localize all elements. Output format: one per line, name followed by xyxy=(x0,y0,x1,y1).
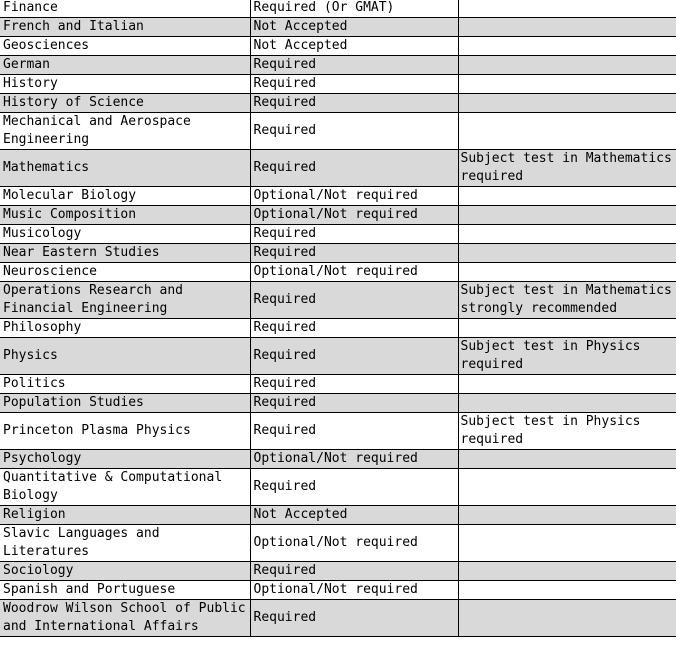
gre-cell: Required xyxy=(250,150,458,187)
gre-cell: Required xyxy=(250,75,458,94)
gre-cell: Optional/Not required xyxy=(250,263,458,282)
gre-cell: Required xyxy=(250,600,458,637)
table-row xyxy=(0,18,676,37)
table-row xyxy=(0,244,676,263)
department-cell: Population Studies xyxy=(0,394,250,413)
notes-cell xyxy=(458,263,676,282)
notes-cell: Subject test in Physics required xyxy=(458,413,676,450)
notes-cell xyxy=(458,375,676,394)
department-cell: History of Science xyxy=(0,94,250,113)
table-row xyxy=(0,600,676,637)
table-row xyxy=(0,282,676,319)
gre-cell: Required xyxy=(250,562,458,581)
department-cell: Musicology xyxy=(0,225,250,244)
table-row xyxy=(0,225,676,244)
table-row xyxy=(0,56,676,75)
notes-cell xyxy=(458,187,676,206)
gre-cell: Required xyxy=(250,94,458,113)
department-cell: Music Composition xyxy=(0,206,250,225)
notes-cell xyxy=(458,581,676,600)
table-row xyxy=(0,206,676,225)
table-row xyxy=(0,0,676,18)
gre-cell: Required xyxy=(250,375,458,394)
department-cell: Politics xyxy=(0,375,250,394)
notes-cell xyxy=(458,56,676,75)
department-cell: French and Italian xyxy=(0,18,250,37)
department-cell: Neuroscience xyxy=(0,263,250,282)
notes-cell xyxy=(458,0,676,18)
gre-cell: Required xyxy=(250,282,458,319)
notes-cell xyxy=(458,94,676,113)
gre-cell: Required xyxy=(250,413,458,450)
gre-cell: Required xyxy=(250,338,458,375)
table-row xyxy=(0,75,676,94)
table-row xyxy=(0,394,676,413)
gre-cell: Not Accepted xyxy=(250,37,458,56)
gre-cell: Optional/Not required xyxy=(250,206,458,225)
gre-cell: Not Accepted xyxy=(250,18,458,37)
gre-cell: Required xyxy=(250,244,458,263)
gre-cell: Optional/Not required xyxy=(250,525,458,562)
notes-cell xyxy=(458,225,676,244)
department-cell: Mathematics xyxy=(0,150,250,187)
table-row xyxy=(0,319,676,338)
department-cell: Spanish and Portuguese xyxy=(0,581,250,600)
department-cell: Religion xyxy=(0,506,250,525)
table-row xyxy=(0,113,676,150)
notes-cell: Subject test in Physics required xyxy=(458,338,676,375)
notes-cell: Subject test in Mathematics required xyxy=(458,150,676,187)
table-row xyxy=(0,94,676,113)
notes-cell xyxy=(458,562,676,581)
notes-cell xyxy=(458,113,676,150)
notes-cell xyxy=(458,18,676,37)
department-cell: Mechanical and Aerospace Engineering xyxy=(0,113,250,150)
gre-cell: Required xyxy=(250,56,458,75)
gre-cell: Not Accepted xyxy=(250,506,458,525)
department-cell: Operations Research and Financial Engineering xyxy=(0,282,250,319)
notes-cell xyxy=(458,37,676,56)
table-row xyxy=(0,150,676,187)
department-cell: History xyxy=(0,75,250,94)
department-cell: Philosophy xyxy=(0,319,250,338)
department-cell: Slavic Languages and Literatures xyxy=(0,525,250,562)
gre-cell: Optional/Not required xyxy=(250,450,458,469)
gre-cell: Required xyxy=(250,469,458,506)
notes-cell: Subject test in Mathematics strongly recommended xyxy=(458,282,676,319)
table-row xyxy=(0,338,676,375)
department-cell: Sociology xyxy=(0,562,250,581)
department-cell: Princeton Plasma Physics xyxy=(0,413,250,450)
table-row xyxy=(0,450,676,469)
gre-cell: Required (Or GMAT) xyxy=(250,0,458,18)
department-cell: Psychology xyxy=(0,450,250,469)
table-row xyxy=(0,562,676,581)
notes-cell xyxy=(458,319,676,338)
notes-cell xyxy=(458,525,676,562)
department-cell: Physics xyxy=(0,338,250,375)
table-row xyxy=(0,263,676,282)
department-cell: Quantitative & Computational Biology xyxy=(0,469,250,506)
gre-cell: Required xyxy=(250,394,458,413)
notes-cell xyxy=(458,450,676,469)
department-cell: Finance xyxy=(0,0,250,18)
gre-cell: Required xyxy=(250,225,458,244)
notes-cell xyxy=(458,394,676,413)
department-cell: German xyxy=(0,56,250,75)
gre-cell: Optional/Not required xyxy=(250,581,458,600)
department-cell: Woodrow Wilson School of Public and International Affairs xyxy=(0,600,250,637)
table-row xyxy=(0,187,676,206)
department-cell: Geosciences xyxy=(0,37,250,56)
gre-cell: Optional/Not required xyxy=(250,187,458,206)
notes-cell xyxy=(458,206,676,225)
table-row xyxy=(0,413,676,450)
table-row xyxy=(0,469,676,506)
department-cell: Near Eastern Studies xyxy=(0,244,250,263)
table-row xyxy=(0,506,676,525)
notes-cell xyxy=(458,469,676,506)
table-row xyxy=(0,525,676,562)
notes-cell xyxy=(458,600,676,637)
table-row xyxy=(0,581,676,600)
notes-cell xyxy=(458,75,676,94)
department-cell: Molecular Biology xyxy=(0,187,250,206)
notes-cell xyxy=(458,506,676,525)
gre-cell: Required xyxy=(250,319,458,338)
table-row xyxy=(0,375,676,394)
gre-cell: Required xyxy=(250,113,458,150)
table-row xyxy=(0,37,676,56)
notes-cell xyxy=(458,244,676,263)
